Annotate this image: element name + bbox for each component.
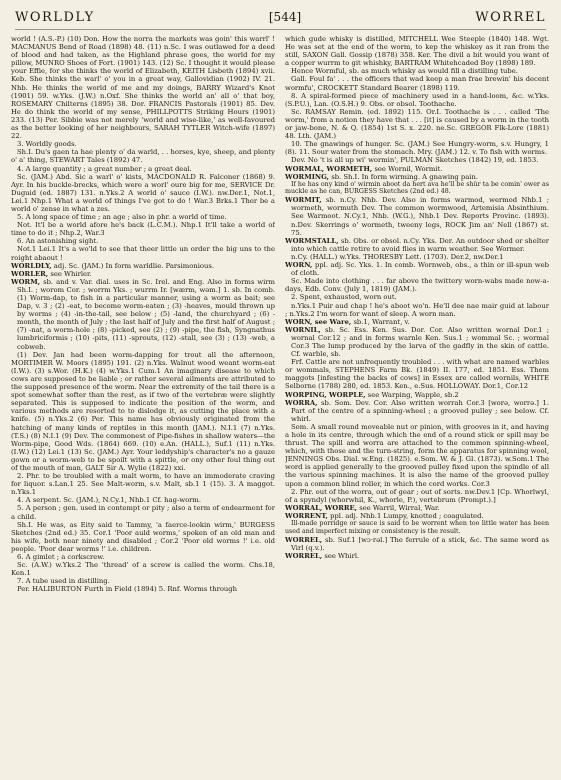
definition-text: Not. It'l be a world afore he's back (L.C.M.). Nhp.1 It'll take a world of time to do it ; Nhp.2, War.3 <box>11 221 275 238</box>
definition-text: If he has ony kind o' wirmin aboot da hert ava he'll be shür ta be comin' ower as muckle as he can, BURGESS Sketches (2nd ed.) 48. <box>285 180 549 196</box>
entry-text <box>11 521 275 553</box>
definition-text: sb. Suf.1 [wɔ·rəl.] The ferrule of a stick, &c. The same word as Virl (q.v.). <box>291 535 549 552</box>
definition-text: sb. Sc. Ess. Ken. Sus. Dor. Cor. Also written wornal Dor.1 ; wornal Cor.12 ; and in forms warnle Ken. Sus.1 ; wommal Sc. ; wormal Cor.3 The lump produced by the larva of the gadfly in the skin of cattle. Cf. warble, sb. <box>291 325 549 359</box>
definition-text: Sc. RAMSAY Remin. (ed. 1892) 115. Or.I. Toothache is . . . called 'The worm,' from a notion they have that . . . [it] is caused by a worm in the tooth or jaw-bone, N. & Q. (1854) 1st S. x. 220. ne.Sc. GREGOR Flk-Lore (1881) 48. Lth. (JAM.) <box>285 107 549 141</box>
headword: WORPING, WORPLE, <box>285 390 366 399</box>
dictionary-entry <box>285 237 549 253</box>
entry-text <box>285 108 549 140</box>
definition-text: 5. A long space of time ; an age ; also in phr. a world of time. <box>17 213 227 222</box>
definition-text: (1) Dev. Jan had been worm-dapping for trout all the afternoon, MORTIMER W. Moors (1895) 191. (2) n.Yks. Walnut wood weant worm-eat (I.W.). (3) s.Wor. (H.K.) (4) w.Yks.1 Cum.1 An imaginary disease to which cows are supposed to be liable ; or rather several ailments are attributed to the supposed presence of the worm. Near the extremity of the tail there is a spot somewhat softer than the rest, as if two of the vertebræ were slightly separated. This is supposed to indicate the position of the worm, and various methods are resorted to to dislodge it, as cutting the place with a knife. (5) n.Yks.2 (6) Per. This name has obviously originated from the hatching of many kinds of reptiles in this month (JAM.). N.I.1 (7) n.Yks. (T.S.) (8) N.I.1 (9) Dev. The commonest of Pipe-fishes in shallow waters—the Worm-pipe, Good Wds. (1864) 669. (10) e.An. (HALL.), Suf.1 (11) n.Yks. (I.W.) (12) Lei.1 (13) Sc. (JAM.) Ayr. Your leddyship's character's no a gauze gown or a worm-web to be spoilt with a spittle, or ony other foul thing out of the mouth of man, GALT Sir A. Wylie (1822) xxi. <box>11 350 275 472</box>
entry-text <box>11 221 275 237</box>
entry-text <box>285 140 549 156</box>
definition-text: Hence Wormful, sb. as much whisky as would fill a distilling tube. <box>291 67 518 76</box>
entry-text <box>11 213 275 221</box>
definition-text: sb. Sh.I. In form wirming. A gnawing pain. <box>329 172 479 181</box>
dictionary-entry <box>11 262 275 270</box>
definition-text: Gall. Foul fa' . . . the officers that wad keep a man frae brewin' his decent wormfu', CROCKETT Standard Bearer (1898) 119. <box>285 75 549 92</box>
dictionary-entry <box>11 278 275 351</box>
dictionary-entry <box>285 391 549 399</box>
entry-text <box>285 253 549 261</box>
dictionary-entry <box>285 318 549 326</box>
dictionary-entry <box>285 165 549 173</box>
definition-text: Dev. No 't is all up wi' wormin', PULMAN Sketches (1842) 19, ed. 1853. <box>291 156 539 165</box>
entry-text <box>11 585 275 593</box>
definition-text: Sh.I. He was, as Eity said to Tammy, 'a faerce-lookin wirm,' BURGESS Sketches (2nd ed.) 35. Cor.1 'Poor auld worms,' spoken of an old man and his wife, both near ninety and disabled ; Cor.2 'Poor old worms !' i.e. old people. 'Poor dear worms !' i.e. children. <box>11 520 275 553</box>
definition-text: 8. A spiral-formed piece of machinery used in a hand-loom, &c. w.Yks. (S.P.U.), Lan. (O.S.H.) 9. Obs. or obsol. Toothache. <box>285 91 549 108</box>
dictionary-entry <box>285 261 549 277</box>
entry-text <box>11 504 275 520</box>
headword: WORRENT, <box>285 511 328 520</box>
entry-text <box>11 237 275 245</box>
entry-text <box>11 148 275 164</box>
definition-text: 7. A tube used in distilling. <box>17 577 110 586</box>
definition-text: 10. The gnawings of hunger. Sc. (JAM.) See Hungry-worm, s.v. Hungry, 1 (8). 11. Sour water from the stomach. Mry. (JAM.) 12. v. To fish with worms. <box>285 140 549 157</box>
entry-text <box>11 173 275 213</box>
headword: WORM, <box>11 277 41 286</box>
headword: WORMAL, WORMETH, <box>285 164 373 173</box>
definition-text: Sc. Made into clothing . . . far above the twittery worn-wabs made now-a-days, Edb. Conv. (July 1, 1819) (JAM.). <box>285 277 549 294</box>
definition-text: world ! (A.S.-P.) (10) Don. How the norra the markets was goin' this warrl' ! MACMANUS Bend of Road (1898) 48. (11) n.Sc. I was outlawed for a deed of blood and had taken, as the Highland phrase goes, the world for my pillow, MUNRO Shoes of Fort. (1901) 143. (12) Sc. I thought it would please your Effie, for she thinks the world of Elizabeth, KEITH Lisbeth (1894) xvii. Keb. She thinks the warl' o' you in a great way, Gallovidian (1902) IV. 21. Nhb. He thinks the world of me and my doings, BARRY Wizard's Knot (1901) 59. w.Yks. (J.W.) n.Oxf. She thinks the world an' all o' that boy, ROSEMARY Chilterns (1895) 38. Dor. FRANCIS Pastorals (1901) 85. Dev. He do think the world of my sense, PHILLPOTTS Striking Hours (1901) 233. (13) Per. Sibbie was not merely 'world and wise-like,' as well-favoured as the better looking of her neighbours, SARAH TYTLER Witch-wife (1897) 22. <box>11 35 275 141</box>
entry-text <box>11 35 275 140</box>
two-column-body <box>11 35 550 777</box>
definition-text: which gude whisky is distilled, MITCHELL Wee Steeple (1840) 148. Wgt. He was set at the end of the worm, to kep the whiskey as it ran from the still, SAXON Gall. Gossip (1878) 358. Ker. The divil a bit would you want of a copper wurrm to git whishky, BARTRAM Whitehcaded Boy (1898) 189. <box>285 35 549 68</box>
headword: WORMSTALL, <box>285 236 339 245</box>
entry-text <box>285 67 549 75</box>
entry-text <box>285 358 549 390</box>
headword: WORREL, <box>285 551 323 560</box>
definition-text: Sh.I. Du's gaen ta hae plenty o' da warld, . . horses, kye, sheep, and plenty o' a' thing, STEWART Tales (1892) 47. <box>11 148 275 165</box>
definition-text: Ill-made porridge or sauce is said to be worrent when too little water has been used and imperfect mixing or consistency is the result. <box>285 520 549 535</box>
entry-text <box>11 140 275 148</box>
dictionary-entry <box>285 326 549 358</box>
running-header <box>15 10 546 30</box>
definition-text: see Warril, Wirral, War. <box>357 503 440 512</box>
entry-text <box>11 472 275 496</box>
entry-text <box>285 520 549 536</box>
entry-text <box>285 488 549 504</box>
entry-text <box>285 302 549 318</box>
definition-text: ppl. adj. Sc. Yks. 1. In comb. Wornweb, obs., a thin or ill-spun web of cloth. <box>291 261 549 278</box>
definition-text: sb. Obs. or obsol. n.Cy. Yks. Der. An outdoor shed or shelter into which cattle retire to avoid flies in warm weather. See Wormer. <box>291 236 549 253</box>
definition-text: sb. Som. Dev. Cor. Also written worrah Cor.3 [worə, worrə.] 1. Part of the centre of a spinning-wheel ; a grooved pulley ; see below. Cf. whirl. <box>291 398 549 423</box>
definition-text: 6. An astonishing sight. <box>17 237 99 246</box>
header-right-word: WORREL <box>475 10 546 25</box>
definition-text: Not.1 Lei.1 It's a wo'ld to see that theer little un order the big uns to the roight abaout ! <box>11 245 275 262</box>
quotation <box>285 181 549 197</box>
definition-text: Per. HALIBURTON Furth in Field (1894) 5. Rnf. Worms through <box>17 585 238 594</box>
definition-text: sb. and v. Var. dial. uses in Sc. Irel. and Eng. Also in forms wirm Sh.I. ; worom Cor. ; worrm Yks. ; wurrm Ir. [wærm, wəm.] 1. sb. In comb. (1) Worm-dap, to fish in a particular manner, using a worm as bait; see Dap, v. 3 ; (2) -eat, to become worm-eaten ; (3) -heaves, mould thrown up by worms ; (4) -in-the-tail, see below ; (5) -land, the churchyard ; (6) -month, the month of July ; the last half of July and the first half of August ; (7) -nat, a worm-hole ; (8) -picked, see (2) ; (9) -pipe, the fish, Syngnathus lumbriciformis ; (10) -pits, (11) -sprouts, (12) -stall, see (3) ; (13) -web, a cobweb. <box>17 277 275 351</box>
left-column <box>11 35 275 777</box>
entry-text <box>285 277 549 293</box>
entry-text <box>285 35 549 67</box>
definition-text: Sc. (JAM.) Abd. Sic a warl' o' kists, MACDONALD R. Falconer (1868) 9. Ayr. In his buckle-brecks, which were a worl' oure big for me, SERVICE Dr. Duguid (ed. 1887) 131. n.Yks.2 A world o' sauce (I.W.). nw.Der.1, Not.1, Lei.1 Nhp.1 What a world of things I've got to do ! War.3 Brks.1 Ther be a world o' zense in what a zes. <box>11 172 275 213</box>
headword: WORMING, <box>285 172 330 181</box>
definition-text: see Wornil, Wormit. <box>372 164 443 173</box>
dictionary-entry <box>285 552 549 560</box>
headword: WORNIL, <box>285 325 321 334</box>
definition-text: Frf. Cattle are not unfrequently troubled . . . with what are named warbles or wommals, STEPHENS Farm Bk. (1849) II. 177, ed. 1851. Ess. Them maggots [infesting the backs of cows] in Essex are called wornils, WHITE Selborne (1788) 280, ed. 1853. Ken., e.Sus. HOLLOWAY. Dor.1, Cor.12 <box>285 358 549 391</box>
definition-text: sb. n.Cy. Nhb. Dev. Also in forms warmod, wermod Nhb.1 ; wormeth, wormuth Dev. The common wormwood, Artemisia Absinthium. See Warmoot. N.Cy.1, Nhb. (W.G.), Nhb.1 Dev. Reports Provinc. (1893). n.Dev. Skerrings o' wormeth, tweeny legs, ROCK Jim an' Nell (1867) st. 75. <box>291 196 549 237</box>
right-column <box>285 35 549 777</box>
definition-text: see Whirler. <box>48 269 92 278</box>
entry-text <box>11 553 275 561</box>
headword: WORLDLY, <box>11 261 52 270</box>
definition-text: 4. A large quantity ; a great number ; a great deal. <box>17 164 192 173</box>
dictionary-entry <box>285 504 549 512</box>
entry-text <box>11 577 275 585</box>
definition-text: see Warping, Wapple, sb.2 <box>365 390 459 399</box>
entry-text <box>285 92 549 108</box>
headword: WORN, see Ware, <box>285 317 352 326</box>
dictionary-entry <box>285 512 549 520</box>
entry-text <box>285 423 549 488</box>
dictionary-entry <box>285 173 549 181</box>
headword: WORREL, <box>285 535 323 544</box>
definition-text: Sc. (A.W.) w.Yks.2 The 'thread' of a screw is called the worm. Chs.18, Ken.1 <box>11 561 275 578</box>
definition-text: 2. Spent, exhausted, worn out. <box>291 293 397 302</box>
headword: WORRA, <box>285 398 318 407</box>
dictionary-entry <box>285 196 549 236</box>
entry-text <box>285 156 549 164</box>
entry-text <box>285 293 549 301</box>
definition-text: Som. A small round moveable nut or pinion, with grooves in it, and having a hole in its centre, through which the end of a round stick or spill may be thrust. The spill and worra are attached to the common spinning-wheel, which, with those and the turn-string, form the apparatus for spinning wool, JENNINGS Obs. Dial. w.Eng. (1825). e.Som. W. & J. Gl. (1873). w.Som.1 The word is applied generally to the grooved pulley fixed upon the spindle of all the various spinning machines. It is also the name of the grooved pulley upon a common blind roller, in which the cord works. Cor.3 <box>285 422 549 488</box>
entry-text <box>11 245 275 261</box>
page-number: [544] <box>268 10 302 24</box>
entry-text <box>11 496 275 504</box>
definition-text: ppl. adj. Nhb.1 Lumpy, knotted ; coagulated. <box>327 511 484 520</box>
definition-text: see Whirl. <box>322 551 360 560</box>
dictionary-entry <box>285 536 549 552</box>
header-left-word: WORLDLY <box>15 10 95 25</box>
definition-text: n.Yks.1 Puir aud chap ! he's aboot wo'n. He'll dee nae mair guid at labour ; n.Yks.2 I'm worn for want of sleep. A worn man. <box>285 301 549 318</box>
entry-text <box>285 181 549 197</box>
entry-text <box>11 561 275 577</box>
definition-text: 4. A serpent. Sc. (JAM.), N.Cy.1, Nhb.1 Cf. hag-worm. <box>17 496 202 505</box>
definition-text: 5. A person ; gen. used in contempt or pity ; also a term of endearment for a child. <box>11 504 275 521</box>
headword: WORLER, <box>11 269 49 278</box>
definition-text: 2. Phr. to be troubled with a malt worm, to have an immoderate craving for liquor. s.Lan.1 25. See Malt-worm, s.v. Malt, sb.1 1 (15). 3. A maggot. n.Yks.1 <box>11 472 275 497</box>
definition-text: adj. Sc. (JAM.) In form warldlie. Parsimonious. <box>51 261 215 270</box>
headword: WORMIT, <box>285 196 322 205</box>
dictionary-entry <box>11 270 275 278</box>
entry-text <box>11 351 275 472</box>
definition-text: sb.1, Warrant, v. <box>351 317 410 326</box>
headword: WORN, <box>285 261 313 270</box>
quotation <box>285 520 549 536</box>
definition-text: 2. Phr. out of the worra, out of gear ; out of sorts. nw.Dev.1 [Cp. Whorlwyl, of a spyndyl (whorwhil, K., whorle, P.), vertebrum (Prompt.).] <box>285 487 549 504</box>
headword: WORRAL, WORRE, <box>285 503 358 512</box>
entry-text <box>285 75 549 91</box>
definition-text: 6. A gimlet ; a corkscrew. <box>17 553 105 561</box>
definition-text: 3. Worldly goods. <box>17 140 77 149</box>
entry-text <box>11 165 275 173</box>
dictionary-entry <box>285 399 549 423</box>
definition-text: n.Cy. (HALL.) w.Yks. THORESBY Lett. (1703). Der.2, nw.Der.1 <box>291 252 504 261</box>
